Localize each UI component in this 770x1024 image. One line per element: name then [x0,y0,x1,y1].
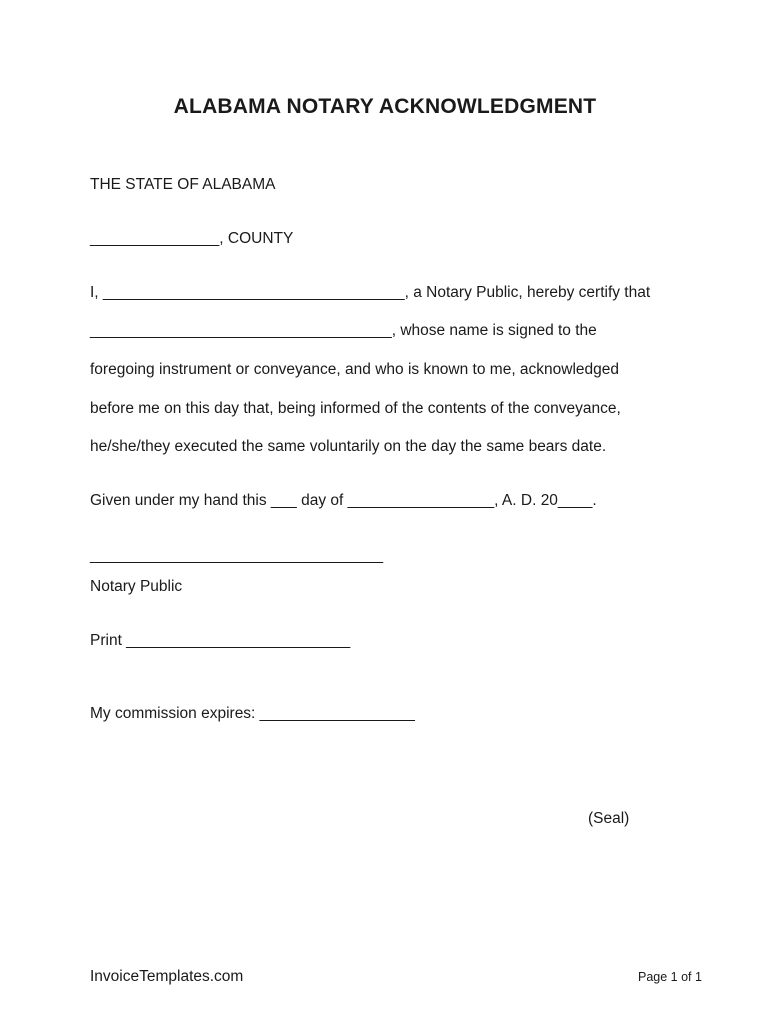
county-line: _______________, COUNTY [90,230,294,247]
body-line-4: before me on this day that, being informed of the contents of the conveyance, [90,400,621,417]
body-line-5: he/she/they executed the same voluntarily on the day the same bears date. [90,438,607,455]
footer-source: InvoiceTemplates.com [90,968,244,985]
signature-line: __________________________________ [90,547,384,564]
given-line: Given under my hand this ___ day of _________________, A. D. 20____. [90,492,597,509]
signer-line: ___________________________________, whose name is signed to the [90,322,597,339]
state-line: THE STATE OF ALABAMA [90,176,276,193]
notary-public-label: Notary Public [90,578,183,595]
seal-label: (Seal) [588,810,630,827]
certify-line: I, ___________________________________, a Notary Public, hereby certify that [90,284,651,301]
document-title: ALABAMA NOTARY ACKNOWLEDGMENT [173,95,597,118]
body-line-3: foregoing instrument or conveyance, and who is known to me, acknowledged [90,361,620,378]
page-indicator: Page 1 of 1 [638,970,702,984]
print-line: Print __________________________ [90,632,351,649]
commission-line: My commission expires: __________________ [90,705,415,722]
